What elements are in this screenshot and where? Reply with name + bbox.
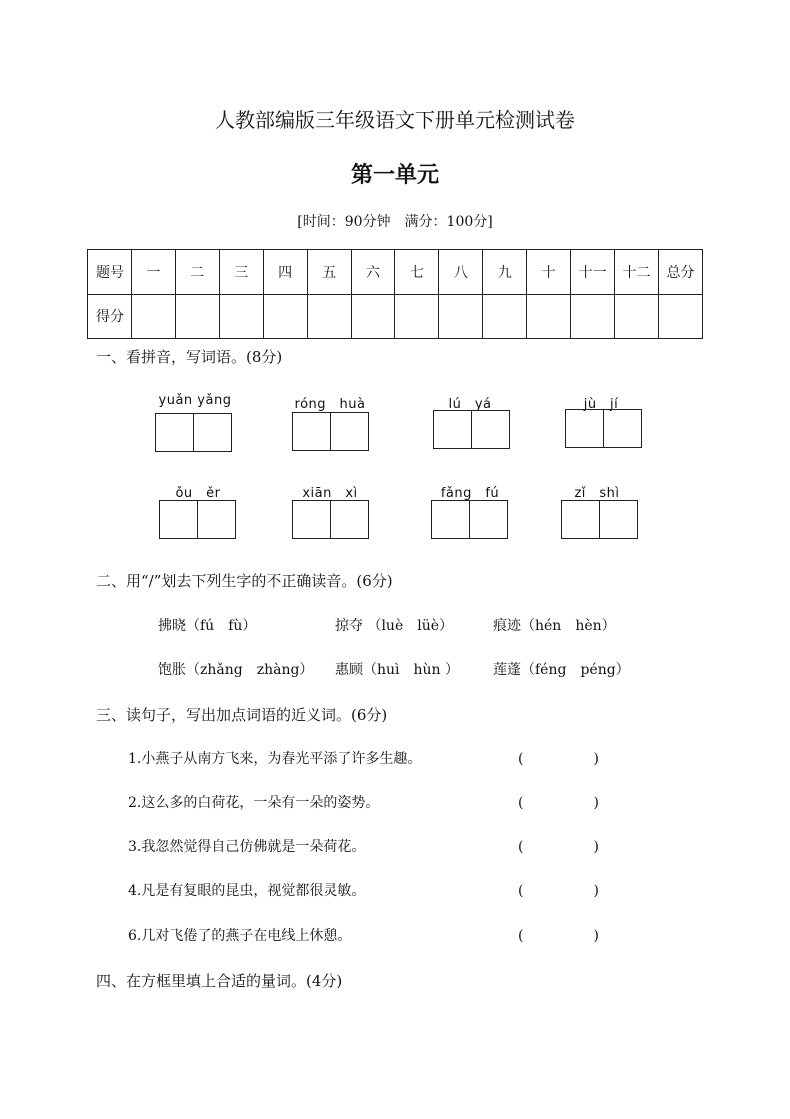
score-cell-header: 七 — [395, 250, 439, 295]
score-row-label: 得分 — [88, 294, 132, 339]
pinyin-label: róng huà — [294, 397, 366, 412]
score-cell[interactable] — [658, 294, 702, 339]
character-boxes[interactable] — [433, 410, 510, 449]
sentence-item: 4.凡是有复眼的昆虫，视觉都很灵敏。 — [128, 883, 366, 899]
pinyin-label: yuǎn yǎng — [158, 393, 232, 408]
score-cell[interactable] — [131, 294, 175, 339]
pronunciation-item: 惠顾（huì hùn ） — [335, 662, 460, 678]
character-boxes[interactable] — [159, 500, 236, 539]
score-cell-header: 八 — [439, 250, 483, 295]
score-table — [87, 249, 703, 339]
character-box[interactable] — [330, 413, 368, 450]
character-boxes[interactable] — [292, 412, 369, 451]
character-box[interactable] — [330, 501, 368, 538]
score-cell-header: 四 — [263, 250, 307, 295]
character-boxes[interactable] — [561, 500, 638, 539]
character-boxes[interactable] — [292, 500, 369, 539]
pinyin-label: fǎng fú — [440, 486, 500, 501]
score-cell[interactable] — [219, 294, 263, 339]
section4-heading: 四、在方框里填上合适的量词。(4分) — [96, 972, 343, 990]
sentence-item: 2.这么多的白荷花，一朵有一朵的姿势。 — [128, 795, 380, 811]
score-cell[interactable] — [351, 294, 395, 339]
pronunciation-item: 痕迹（hén hèn） — [493, 618, 616, 634]
character-box[interactable] — [432, 501, 469, 538]
character-boxes[interactable] — [431, 500, 508, 539]
exam-meta: [时间：90分钟 满分：100分] — [297, 214, 493, 230]
score-table-score-row — [88, 294, 703, 339]
section3-heading: 三、读句子，写出加点词语的近义词。(6分) — [96, 706, 388, 724]
score-cell-header: 十 — [527, 250, 571, 295]
score-cell[interactable] — [307, 294, 351, 339]
character-box[interactable] — [193, 414, 231, 451]
score-cell-header: 三 — [219, 250, 263, 295]
character-box[interactable] — [471, 411, 509, 448]
pronunciation-item: 莲蓬（féng péng） — [493, 662, 630, 678]
pinyin-label: ǒu ěr — [175, 486, 221, 501]
character-boxes[interactable] — [155, 413, 232, 452]
character-box[interactable] — [160, 501, 197, 538]
pinyin-label: lú yá — [448, 397, 492, 412]
score-cell-header: 总分 — [658, 250, 702, 295]
answer-blank[interactable]: ( ) — [518, 751, 599, 767]
score-cell-header: 十二 — [615, 250, 659, 295]
score-table-header-row — [88, 250, 703, 295]
character-box[interactable] — [293, 413, 330, 450]
character-box[interactable] — [434, 411, 471, 448]
unit-title: 第一单元 — [350, 162, 439, 188]
pinyin-label: jù jí — [583, 397, 619, 412]
pinyin-label: zǐ shì — [574, 486, 620, 501]
sentence-item: 3.我忽然觉得自己仿佛就是一朵荷花。 — [128, 839, 366, 855]
score-cell[interactable] — [439, 294, 483, 339]
score-cell[interactable] — [615, 294, 659, 339]
score-cell[interactable] — [527, 294, 571, 339]
character-boxes[interactable] — [565, 409, 642, 448]
pronunciation-item: 掠夺 （luè lüè） — [335, 618, 454, 634]
score-cell[interactable] — [395, 294, 439, 339]
score-cell-header: 二 — [175, 250, 219, 295]
sentence-item: 1.小燕子从南方飞来，为春光平添了许多生趣。 — [128, 751, 422, 767]
score-cell-header: 一 — [131, 250, 175, 295]
score-cell-header: 十一 — [571, 250, 615, 295]
character-box[interactable] — [197, 501, 235, 538]
pronunciation-item: 拂晓（fú fù） — [158, 618, 257, 634]
document-title: 人教部编版三年级语文下册单元检测试卷 — [215, 108, 575, 132]
score-cell[interactable] — [571, 294, 615, 339]
score-cell-header: 题号 — [88, 250, 132, 295]
score-cell-header: 六 — [351, 250, 395, 295]
character-box[interactable] — [562, 501, 599, 538]
section2-heading: 二、用“/”划去下列生字的不正确读音。(6分) — [96, 572, 393, 590]
character-box[interactable] — [599, 501, 637, 538]
score-cell[interactable] — [263, 294, 307, 339]
character-box[interactable] — [469, 501, 507, 538]
character-box[interactable] — [293, 501, 330, 538]
score-cell-header: 五 — [307, 250, 351, 295]
pinyin-label: xiān xì — [302, 486, 358, 501]
section1-heading: 一、看拼音，写词语。(8分) — [96, 348, 283, 366]
score-cell-header: 九 — [483, 250, 527, 295]
sentence-item: 6.几对飞倦了的燕子在电线上休憩。 — [128, 928, 352, 944]
score-cell[interactable] — [175, 294, 219, 339]
answer-blank[interactable]: ( ) — [518, 883, 599, 899]
pronunciation-item: 饱胀（zhǎng zhàng） — [158, 662, 314, 678]
score-cell[interactable] — [483, 294, 527, 339]
answer-blank[interactable]: ( ) — [518, 795, 599, 811]
answer-blank[interactable]: ( ) — [518, 839, 599, 855]
character-box[interactable] — [566, 410, 603, 447]
character-box[interactable] — [156, 414, 193, 451]
answer-blank[interactable]: ( ) — [518, 928, 599, 944]
character-box[interactable] — [603, 410, 641, 447]
